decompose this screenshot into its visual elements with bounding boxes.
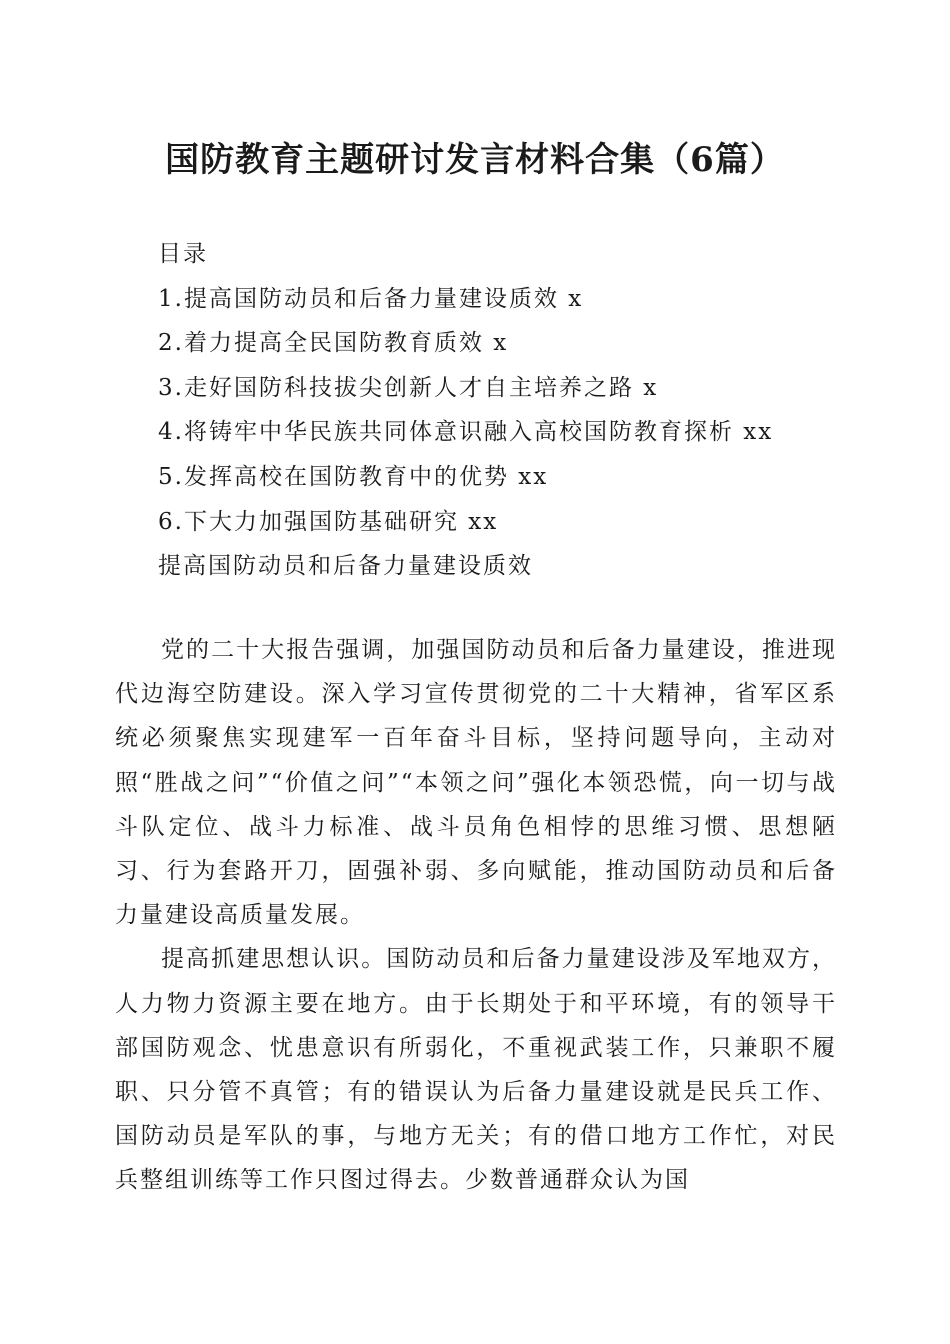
toc-item: 4.将铸牢中华民族共同体意识融入高校国防教育探析 xx <box>158 419 774 446</box>
body-text <box>115 628 837 1203</box>
table-of-contents <box>158 232 838 589</box>
document-title: 国防教育主题研讨发言材料合集（6篇） <box>165 140 785 180</box>
toc-item: 3.走好国防科技拔尖创新人才自主培养之路 x <box>158 374 659 401</box>
toc-heading: 目录 <box>158 241 208 267</box>
toc-item: 5.发挥高校在国防教育中的优势 xx <box>158 463 549 490</box>
toc-item: 6.下大力加强国防基础研究 xx <box>158 508 499 535</box>
paragraph: 提高抓建思想认识。国防动员和后备力量建设涉及军地双方，人力物力资源主要在地方。由于长期处于和平环境，有的领导干部国防观念、忧患意识有所弱化，不重视武装工作，只兼职不履职、只分管不真管；有的错误认为后备力量建设就是民兵工作、国防动员是军队的事，与地方无关；有的借口地方工作忙，对民兵整组训练等工作只图过得去。少数普通群众认为国 <box>115 946 837 1194</box>
toc-item: 2.着力提高全民国防教育质效 x <box>158 330 509 357</box>
section-title: 提高国防动员和后备力量建设质效 <box>158 553 533 580</box>
toc-item: 1.提高国防动员和后备力量建设质效 x <box>158 285 584 312</box>
paragraph: 党的二十大报告强调，加强国防动员和后备力量建设，推进现代边海空防建设。深入学习宣传贯彻党的二十大精神，省军区系统必须聚焦实现建军一百年奋斗目标，坚持问题导向，主动对照“胜战之问”“价值之问”“本领之问”强化本领恐慌，向一切与战斗队定位、战斗力标准、战斗员角色相悖的思维习惯、思想陋习、行为套路开刀，固强补弱、多向赋能，推动国防动员和后备力量建设高质量发展。 <box>115 637 837 929</box>
